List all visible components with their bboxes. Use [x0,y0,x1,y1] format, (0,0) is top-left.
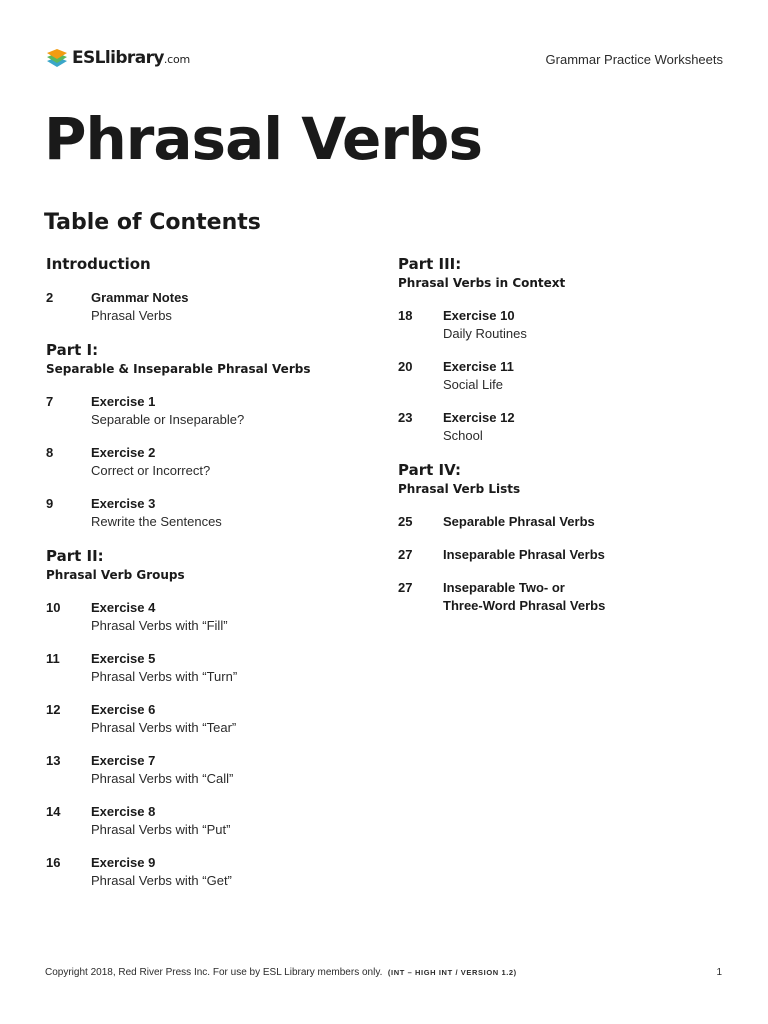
section-title-part-4: Part IV: [398,461,462,479]
entry-title: Exercise 8 [91,804,156,819]
page-number: 16 [46,855,61,870]
toc-left-column [46,254,366,890]
toc-entry[interactable] [398,409,718,445]
page-number: 13 [46,753,61,768]
page-number: 2 [46,290,54,305]
entry-description: Phrasal Verbs with “Tear” [91,720,237,735]
toc-entry[interactable] [398,358,718,394]
entry-title: Exercise 6 [91,702,156,717]
entry-description: Phrasal Verbs with “Call” [91,771,234,786]
toc-right-column [398,254,718,615]
book-stack-logo-icon [45,46,69,70]
page-number: 11 [46,651,60,666]
page-number: 8 [46,445,54,460]
entry-description: Phrasal Verbs with “Turn” [91,669,238,684]
level-version-code: (INT – HIGH INT / VERSION 1.2) [387,968,517,977]
toc-entry[interactable] [398,546,718,564]
page-number: 12 [46,702,61,717]
entry-description: School [443,428,483,443]
page-number: 9 [46,496,54,511]
entry-title: Exercise 9 [91,855,156,870]
entry-description: Phrasal Verbs with “Put” [91,822,231,837]
footer-page-number: 1 [716,967,722,978]
toc-entry[interactable] [398,513,718,531]
toc-entry[interactable] [46,599,366,635]
toc-entry[interactable] [46,752,366,788]
section-subtitle-part-1: Separable & Inseparable Phrasal Verbs [46,362,311,376]
section-title-part-3: Part III: [398,255,462,273]
entry-title: Exercise 4 [91,600,156,615]
page-title: Phrasal Verbs [44,105,482,173]
page-number: 18 [398,308,413,323]
footer-copyright [45,967,517,978]
page-number: 20 [398,359,413,374]
toc-entry[interactable] [398,579,718,615]
page-number: 25 [398,514,413,529]
page-number: 10 [46,600,61,615]
toc-entry[interactable] [46,289,366,325]
page-number: 14 [46,804,61,819]
entry-title: Exercise 5 [91,651,156,666]
section-title-introduction: Introduction [46,255,151,273]
toc-entry[interactable] [46,495,366,531]
esl-library-logo [45,44,190,72]
entry-title: Grammar Notes [91,290,189,305]
entry-description: Phrasal Verbs with “Fill” [91,618,228,633]
entry-title: Exercise 3 [91,496,156,511]
entry-description: Phrasal Verbs [91,308,172,323]
page-number: 27 [398,580,413,595]
section-subtitle-part-3: Phrasal Verbs in Context [398,276,566,290]
section-title-part-2: Part II: [46,547,104,565]
copyright-text: Copyright 2018, Red River Press Inc. For use by ESL Library members only. [45,967,383,978]
toc-entry[interactable] [46,854,366,890]
section-subtitle-part-2: Phrasal Verb Groups [46,568,185,582]
toc-entry[interactable] [46,701,366,737]
entry-description: Daily Routines [443,326,527,341]
toc-entry[interactable] [398,307,718,343]
entry-title-line-2: Three-Word Phrasal Verbs [443,598,606,613]
section-subtitle-part-4: Phrasal Verb Lists [398,482,521,496]
entry-title: Exercise 10 [443,308,515,323]
entry-title: Exercise 7 [91,753,156,768]
entry-description: Social Life [443,377,503,392]
entry-title: Separable Phrasal Verbs [443,514,595,529]
toc-heading: Table of Contents [44,210,261,235]
entry-title: Exercise 1 [91,394,156,409]
page-number: 7 [46,394,54,409]
logo-text: ESLlibrary.com [72,48,191,68]
toc-entry[interactable] [46,444,366,480]
entry-title: Exercise 11 [443,359,514,374]
toc-entry[interactable] [46,650,366,686]
header-series-label: Grammar Practice Worksheets [545,52,723,67]
entry-title: Exercise 12 [443,410,515,425]
entry-title: Inseparable Phrasal Verbs [443,547,605,562]
section-title-part-1: Part I: [46,341,99,359]
entry-description: Phrasal Verbs with “Get” [91,873,232,888]
page-number: 27 [398,547,413,562]
page-number: 23 [398,410,413,425]
entry-description: Rewrite the Sentences [91,514,222,529]
entry-description: Separable or Inseparable? [91,412,245,427]
toc-entry[interactable] [46,393,366,429]
toc-entry[interactable] [46,803,366,839]
entry-title: Inseparable Two- or [443,580,565,595]
entry-description: Correct or Incorrect? [91,463,211,478]
entry-title: Exercise 2 [91,445,156,460]
